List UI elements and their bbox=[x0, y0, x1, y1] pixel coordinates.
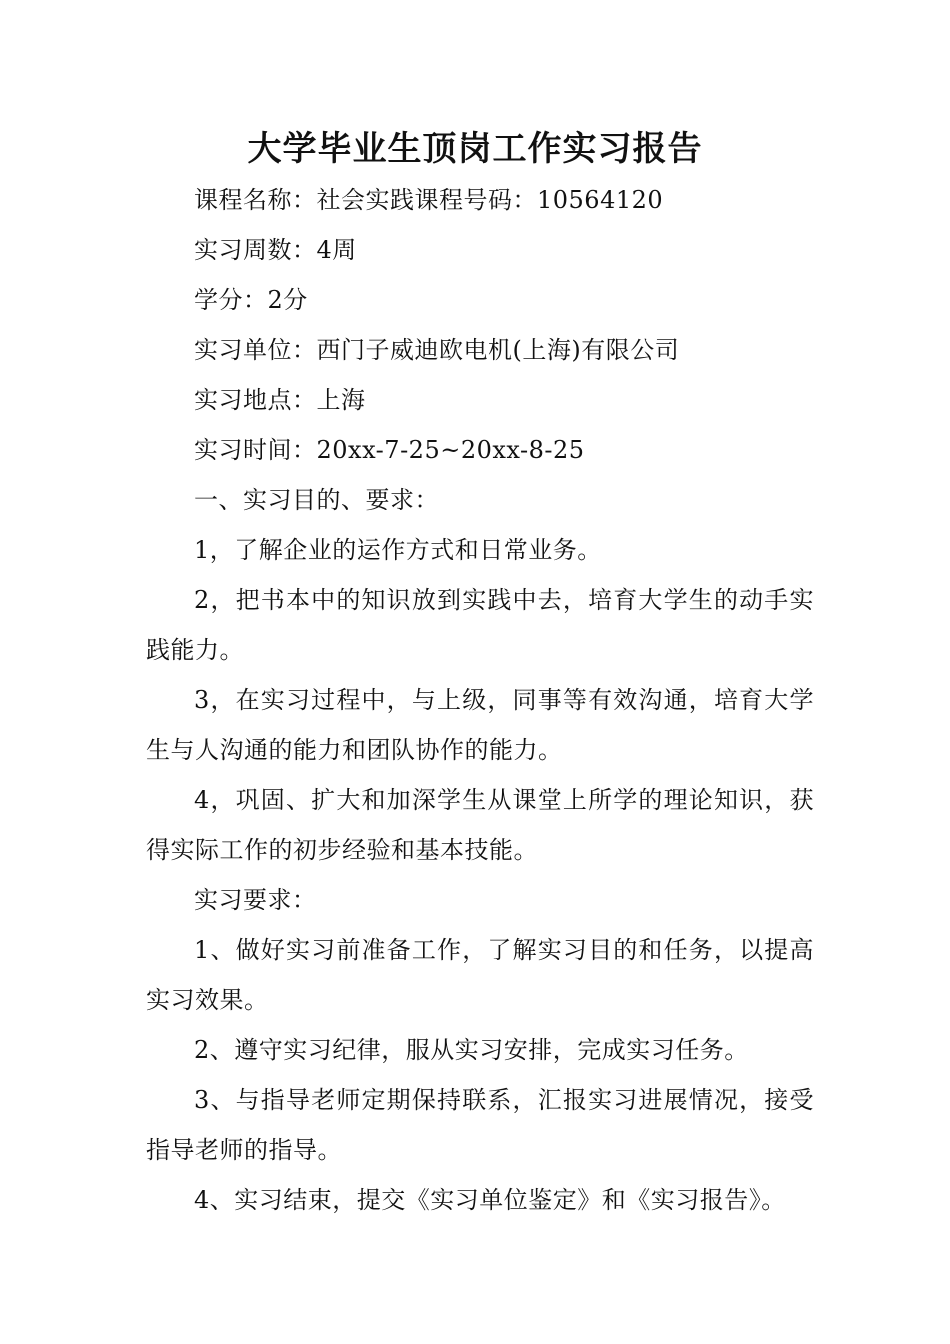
requirement-item-1: 1、做好实习前准备工作，了解实习目的和任务，以提高实习效果。 bbox=[146, 936, 814, 1014]
internship-company: 实习单位：西门子威迪欧电机(上海)有限公司 bbox=[194, 336, 680, 364]
requirement-item-3: 3、与指导老师定期保持联系，汇报实习进展情况，接受指导老师的指导。 bbox=[146, 1086, 814, 1164]
document-title: 大学毕业生顶岗工作实习报告 bbox=[247, 129, 703, 169]
goal-item-3: 3，在实习过程中，与上级，同事等有效沟通，培育大学生与人沟通的能力和团队协作的能力。 bbox=[146, 686, 814, 764]
goal-item-1: 1，了解企业的运作方式和日常业务。 bbox=[194, 536, 602, 564]
internship-location: 实习地点：上海 bbox=[194, 386, 366, 414]
section-heading-goals: 一、实习目的、要求： bbox=[194, 486, 439, 514]
section-heading-requirements: 实习要求： bbox=[194, 886, 317, 914]
internship-weeks: 实习周数：4周 bbox=[194, 236, 357, 264]
requirement-item-2: 2、遵守实习纪律，服从实习安排，完成实习任务。 bbox=[194, 1036, 749, 1064]
credits: 学分：2分 bbox=[194, 286, 308, 314]
course-info: 课程名称：社会实践课程号码：10564120 bbox=[194, 186, 664, 214]
document-body bbox=[146, 175, 814, 1225]
internship-period: 实习时间：20xx-7-25~20xx-8-25 bbox=[194, 436, 585, 464]
requirement-item-4: 4、实习结束，提交《实习单位鉴定》和《实习报告》。 bbox=[194, 1186, 786, 1214]
goal-item-2: 2，把书本中的知识放到实践中去，培育大学生的动手实践能力。 bbox=[146, 586, 814, 664]
goal-item-4: 4，巩固、扩大和加深学生从课堂上所学的理论知识，获得实际工作的初步经验和基本技能。 bbox=[146, 786, 814, 864]
